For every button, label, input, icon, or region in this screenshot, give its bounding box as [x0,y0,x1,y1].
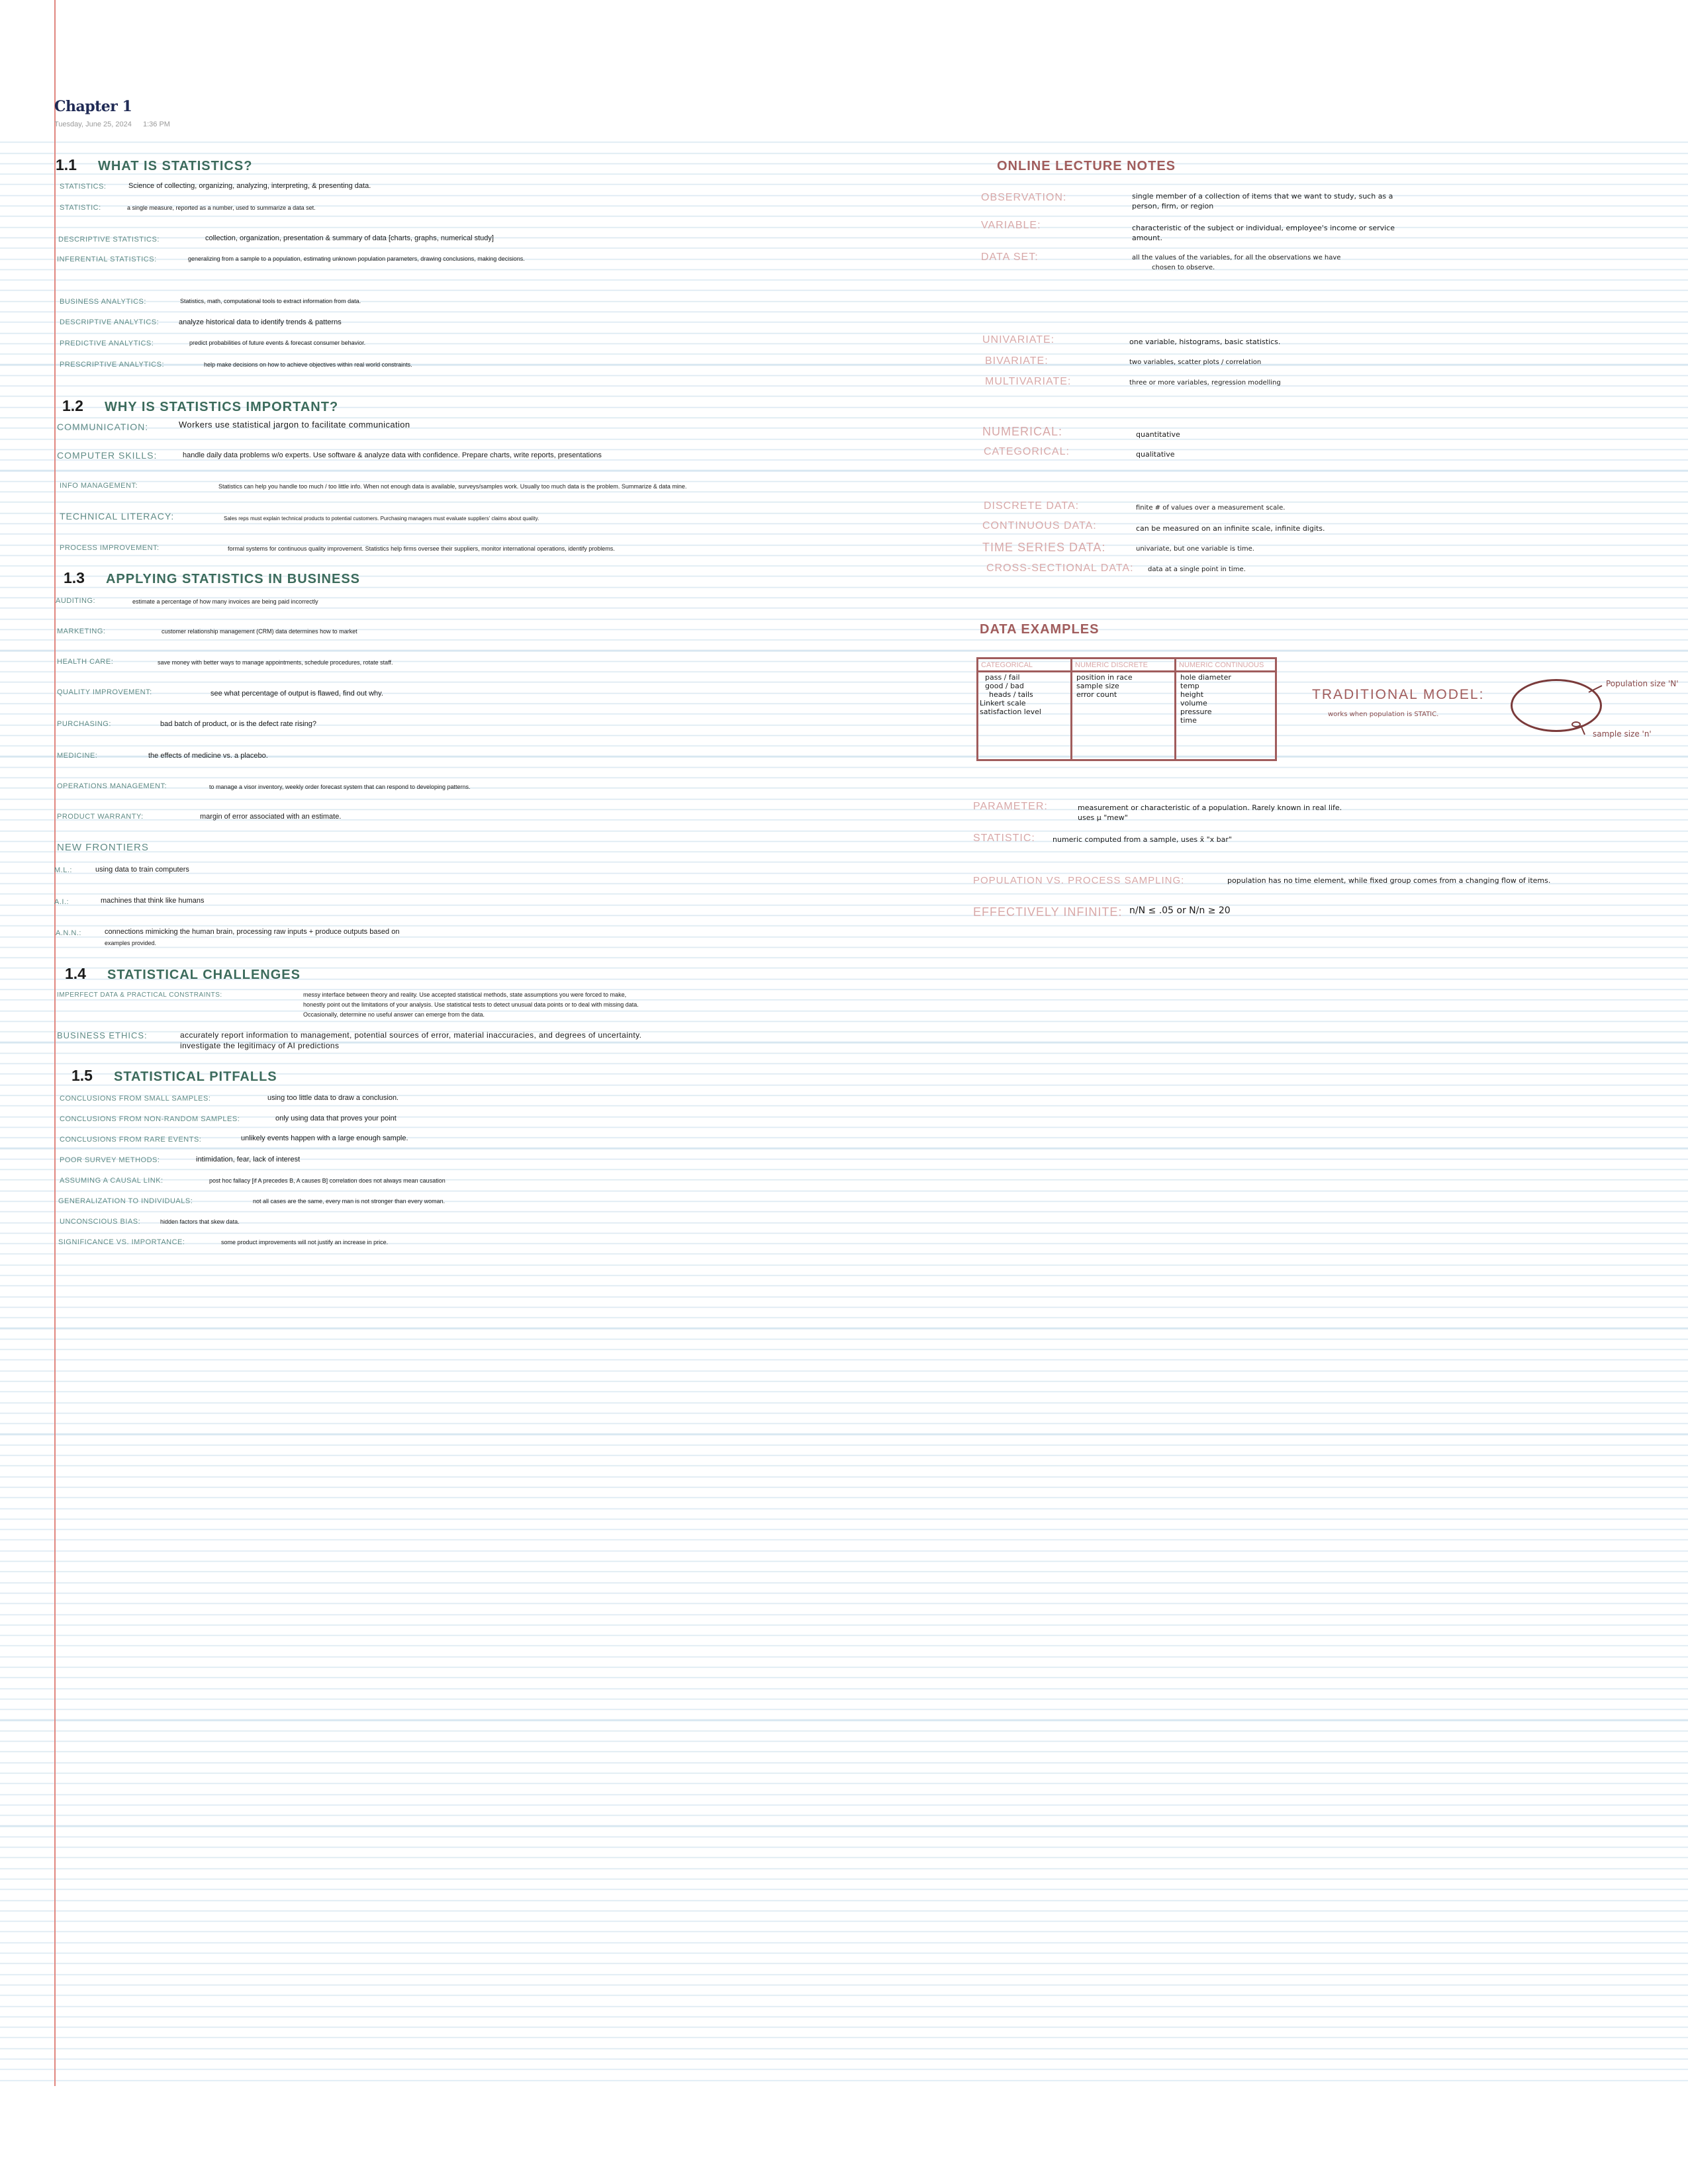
term: EFFECTIVELY INFINITE: [973,905,1123,919]
definition: formal systems for continuous quality improvement. Statistics help firms oversee their suppliers, monitor international operations, identify problems. [228,545,615,552]
definition: Statistics can help you handle too much / too little info. When not enough data is available, surveys/samples work. Usually too much data is the problem. Summarize & data mine. [218,483,687,490]
definition: chosen to observe. [1152,264,1215,271]
table-header: NUMERIC CONTINUOUS [1176,659,1275,672]
page-time: 1:36 PM [143,120,170,128]
definition: customer relationship management (CRM) data determines how to market [162,628,357,635]
term: MEDICINE: [57,752,98,760]
sample-pointer [1581,725,1585,735]
section-heading-1-3: 1.3 APPLYING STATISTICS IN BUSINESS [64,569,361,586]
term: IMPERFECT DATA & PRACTICAL CONSTRAINTS: [57,991,222,999]
definition: uses μ "mew" [1078,813,1128,822]
term: TIME SERIES DATA: [982,541,1106,554]
definition: margin of error associated with an estimate. [200,813,342,821]
term: STATISTIC: [973,833,1035,844]
definition: two variables, scatter plots / correlation [1129,359,1262,366]
definition: person, firm, or region [1132,202,1214,210]
definition: three or more variables, regression modelling [1129,379,1281,387]
term: BUSINESS ANALYTICS: [60,298,146,306]
definition: analyze historical data to identify trends & patterns [179,318,342,326]
term: BIVARIATE: [985,355,1049,367]
term: QUALITY IMPROVEMENT: [57,688,152,696]
definition: characteristic of the subject or individual, employee's income or service [1132,224,1395,232]
term: INFERENTIAL STATISTICS: [57,255,157,263]
term: COMMUNICATION: [57,422,149,432]
definition: predict probabilities of future events & forecast consumer behavior. [189,340,366,346]
definition: using too little data to draw a conclusion. [267,1094,399,1102]
definition: see what percentage of output is flawed, find out why. [211,690,383,698]
definition: save money with better ways to manage appointments, schedule procedures, rotate staff. [158,659,393,666]
term: M.L.: [54,866,72,874]
definition: population has no time element, while fixed group comes from a changing flow of items. [1227,876,1551,885]
definition: to manage a visor inventory, weekly order forecast system that can respond to developing patterns. [209,784,471,790]
table-header: NUMERIC DISCRETE [1072,659,1174,672]
term: BUSINESS ETHICS: [57,1030,148,1040]
term: CROSS-SECTIONAL DATA: [986,563,1134,574]
term: ASSUMING A CAUSAL LINK: [60,1177,164,1185]
traditional-model-description: works when population is STATIC. [1328,711,1439,718]
table-cell: hole diameter [1180,673,1231,682]
term: STATISTICS: [60,183,107,191]
term: DESCRIPTIVE ANALYTICS: [60,318,160,326]
term: PARAMETER: [973,801,1048,812]
sample-size-label: sample size 'n' [1593,729,1652,739]
lecture-notes-heading: ONLINE LECTURE NOTES [997,159,1176,173]
term: CONCLUSIONS FROM NON-RANDOM SAMPLES: [60,1115,240,1123]
term: STATISTIC: [60,204,101,212]
table-column-numeric-continuous [1176,659,1275,759]
population-pointer [1589,686,1602,692]
term: TECHNICAL LITERACY: [60,511,175,522]
definition: using data to train computers [95,866,189,874]
definition: not all cases are the same, every man is not stronger than every woman. [253,1198,445,1205]
definition: numeric computed from a sample, uses x̄ "x bar" [1053,835,1232,844]
term: OPERATIONS MANAGEMENT: [57,782,167,790]
term: UNIVARIATE: [982,334,1055,345]
traditional-model-heading: TRADITIONAL MODEL: [1312,687,1485,702]
data-examples-table [976,657,1277,761]
definition: qualitative [1136,450,1175,459]
definition: single member of a collection of items that we want to study, such as a [1132,192,1393,201]
definition: intimidation, fear, lack of interest [196,1156,301,1163]
definition: Statistics, math, computational tools to extract information from data. [180,298,361,304]
term: NUMERICAL: [982,425,1063,438]
term: PREDICTIVE ANALYTICS: [60,340,154,347]
term: AUDITING: [56,597,96,605]
table-cell: pressure [1180,707,1212,716]
definition: accurately report information to management, potential sources of error, material inaccuracies, and degrees of uncertainty. [180,1030,642,1040]
table-column-categorical [978,659,1072,759]
section-heading-1-5: 1.5 STATISTICAL PITFALLS [71,1067,277,1084]
definition: help make decisions on how to achieve objectives within real world constraints. [204,361,412,368]
definition: the effects of medicine vs. a placebo. [148,752,268,760]
definition: estimate a percentage of how many invoices are being paid incorrectly [132,598,318,605]
header-area [0,0,1688,138]
table-header: CATEGORICAL [978,659,1070,672]
table-cell: time [1180,716,1197,725]
term: PURCHASING: [57,720,111,728]
definition: Occasionally, determine no useful answer can emerge from the data. [303,1011,485,1018]
table-cell: position in race [1076,673,1133,682]
term: OBSERVATION: [981,192,1067,203]
term: PRODUCT WARRANTY: [57,813,144,821]
definition: Sales reps must explain technical products to potential customers. Purchasing managers must evaluate suppliers' claims about quality. [224,516,539,522]
term: MARKETING: [57,627,106,635]
definition: hidden factors that skew data. [160,1218,240,1225]
table-cell: temp [1180,682,1199,690]
table-cell: pass / fail [985,673,1020,682]
term: COMPUTER SKILLS: [57,450,158,461]
page-bottom-area [0,2086,1688,2184]
term: CONCLUSIONS FROM RARE EVENTS: [60,1136,202,1144]
definition: Science of collecting, organizing, analyzing, interpreting, & presenting data. [128,182,371,190]
page-title[interactable]: Chapter 1 [54,98,132,115]
term: UNCONSCIOUS BIAS: [60,1218,141,1226]
definition: collection, organization, presentation & summary of data [charts, graphs, numerical study] [205,234,494,242]
definition: a single measure, reported as a number, used to summarize a data set. [127,205,316,211]
definition: Workers use statistical jargon to facilitate communication [179,420,410,430]
definition: machines that think like humans [101,897,205,905]
term: POPULATION VS. PROCESS SAMPLING: [973,875,1185,886]
table-cell: heads / tails [989,690,1033,699]
term: CONCLUSIONS FROM SMALL SAMPLES: [60,1095,211,1103]
section-heading-1-2: 1.2 WHY IS STATISTICS IMPORTANT? [62,397,339,414]
term: POOR SURVEY METHODS: [60,1156,160,1164]
term: DATA SET: [981,251,1039,263]
definition: connections mimicking the human brain, processing raw inputs + produce outputs based on [105,928,400,936]
term: VARIABLE: [981,220,1041,231]
term: PRESCRIPTIVE ANALYTICS: [60,361,165,369]
table-column-numeric-discrete [1072,659,1176,759]
table-cell: error count [1076,690,1117,699]
definition: measurement or characteristic of a population. Rarely known in real life. [1078,803,1342,812]
definition: unlikely events happen with a large enough sample. [241,1134,408,1142]
term: GENERALIZATION TO INDIVIDUALS: [58,1197,193,1205]
term: INFO MANAGEMENT: [60,482,138,490]
new-frontiers-heading: NEW FRONTIERS [57,842,149,853]
term: PROCESS IMPROVEMENT: [60,544,160,552]
definition: some product improvements will not justify an increase in price. [221,1239,389,1246]
definition: post hoc fallacy [if A precedes B, A causes B] correlation does not always mean causation [209,1177,445,1184]
table-cell: satisfaction level [980,707,1041,716]
population-size-label: Population size 'N' [1606,679,1679,688]
term: CONTINUOUS DATA: [982,520,1097,531]
table-cell: sample size [1076,682,1119,690]
diagram-pointer-lines [1575,678,1609,737]
definition: messy interface between theory and reality. Use accepted statistical methods, state assumptions you were forced to make, [303,991,627,998]
term: A.N.N.: [56,929,81,937]
page-date: Tuesday, June 25, 2024 [54,120,132,128]
definition: data at a single point in time. [1148,566,1246,573]
definition: bad batch of product, or is the defect rate rising? [160,720,317,728]
definition: honestly point out the limitations of your analysis. Use statistical tests to detect unusual data points or to deal with missing data. [303,1001,639,1008]
definition: finite # of values over a measurement scale. [1136,504,1286,512]
definition: univariate, but one variable is time. [1136,545,1254,553]
data-examples-heading: DATA EXAMPLES [980,622,1100,637]
definition-continued: examples provided. [105,940,157,946]
definition: all the values of the variables, for all the observations we have [1132,254,1341,261]
table-cell: Linkert scale [980,699,1026,707]
definition: handle daily data problems w/o experts. Use software & analyze data with confidence. Prepare charts, write reports, presentations [183,451,602,459]
definition: quantitative [1136,430,1180,439]
definition: amount. [1132,234,1162,242]
table-cell: height [1180,690,1204,699]
section-heading-1-4: 1.4 STATISTICAL CHALLENGES [65,965,301,982]
definition: only using data that proves your point [275,1115,397,1122]
notebook-margin-line [54,0,56,2086]
table-cell: volume [1180,699,1207,707]
definition: one variable, histograms, basic statistics. [1129,338,1281,346]
term: CATEGORICAL: [984,446,1070,457]
term: DESCRIPTIVE STATISTICS: [58,236,160,244]
section-heading-1-1: 1.1 WHAT IS STATISTICS? [56,156,253,173]
term: A.I.: [54,898,70,906]
term: SIGNIFICANCE VS. IMPORTANCE: [58,1238,185,1246]
table-cell: good / bad [985,682,1024,690]
definition: can be measured on an infinite scale, infinite digits. [1136,524,1325,533]
definition: investigate the legitimacy of AI predictions [180,1041,340,1050]
term: HEALTH CARE: [57,658,114,666]
definition: generalizing from a sample to a population, estimating unknown population parameters, drawing conclusions, making decisions. [188,255,525,262]
definition: n/N ≤ .05 or N/n ≥ 20 [1129,905,1231,916]
term: MULTIVARIATE: [985,376,1072,387]
term: DISCRETE DATA: [984,500,1080,512]
